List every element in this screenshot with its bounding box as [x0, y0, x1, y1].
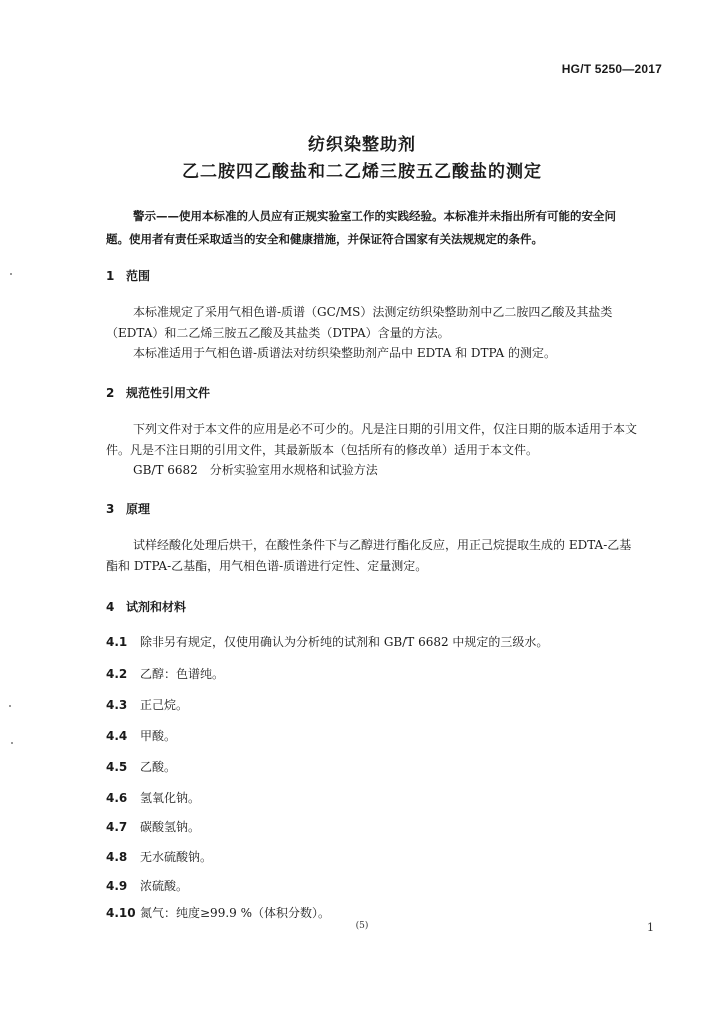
item-text: 氢氧化钠。: [140, 791, 201, 805]
item-text: 甲酸。: [140, 729, 177, 743]
item-text: 乙醇：色谱纯。: [140, 667, 225, 681]
item-text: 无水硫酸钠。: [140, 850, 213, 864]
section-title: 范围: [126, 269, 151, 283]
section-number: 2: [106, 386, 115, 400]
list-item: [106, 818, 200, 835]
item-number: 4.8: [106, 850, 128, 864]
scan-speck: [9, 705, 11, 707]
list-item: [106, 727, 176, 744]
item-number: 4.7: [106, 820, 128, 834]
section-1-heading: [106, 267, 150, 284]
item-number: 4.9: [106, 879, 128, 893]
list-item: [106, 696, 188, 713]
item-number: 4.10: [106, 906, 136, 920]
list-item: [106, 758, 176, 775]
section-number: 4: [106, 600, 115, 614]
item-number: 4.1: [106, 635, 128, 649]
item-text: 浓硫酸。: [140, 879, 189, 893]
section-3-heading: [106, 500, 150, 517]
section-number: 3: [106, 502, 115, 516]
section-title: 原理: [126, 502, 151, 516]
section-title: 试剂和材料: [126, 600, 187, 614]
document-title-line1: 纺织染整助剂: [308, 135, 416, 155]
section-2-reference: GB/T 6682 分析实验室用水规格和试验方法: [133, 463, 378, 477]
list-item: [106, 633, 548, 650]
item-text: 正己烷。: [140, 698, 189, 712]
list-item: [106, 904, 330, 921]
list-item: [106, 789, 200, 806]
item-number: 4.4: [106, 729, 128, 743]
item-number: 4.3: [106, 698, 128, 712]
section-1-line3: 本标准适用于气相色谱-质谱法对纺织染整助剂产品中 EDTA 和 DTPA 的测定。: [133, 346, 556, 360]
scan-speck: [10, 273, 12, 275]
item-text: 除非另有规定，仅使用确认为分析纯的试剂和 GB/T 6682 中规定的三级水。: [140, 635, 549, 649]
item-text: 碳酸氢钠。: [140, 820, 201, 834]
section-4-heading: [106, 598, 186, 615]
item-number: 4.5: [106, 760, 128, 774]
section-3-line2: 酯和 DTPA-乙基酯，用气相色谱-质谱进行定性、定量测定。: [106, 559, 428, 573]
footer-code: (5): [355, 921, 369, 931]
section-title: 规范性引用文件: [126, 386, 211, 400]
page-number: 1: [647, 921, 654, 934]
item-number: 4.6: [106, 791, 128, 805]
section-1-line1: 本标准规定了采用气相色谱-质谱（GC/MS）法测定纺织染整助剂中乙二胺四乙酸及其盐类: [133, 305, 613, 319]
section-2-line1: 下列文件对于本文件的应用是必不可少的。凡是注日期的引用文件，仅注日期的版本适用于本文: [133, 422, 638, 436]
section-2-heading: [106, 384, 210, 401]
standard-code: HG/T 5250—2017: [561, 62, 662, 76]
item-text: 乙酸。: [140, 760, 177, 774]
list-item: [106, 665, 224, 682]
list-item: [106, 877, 188, 894]
item-number: 4.2: [106, 667, 128, 681]
scan-speck: [11, 742, 13, 744]
section-number: 1: [106, 269, 115, 283]
item-text: 氮气：纯度≥99.9 %（体积分数）。: [140, 906, 330, 920]
list-item: [106, 848, 212, 865]
document-title-line2: 乙二胺四乙酸盐和二乙烯三胺五乙酸盐的测定: [182, 162, 542, 182]
section-3-line1: 试样经酸化处理后烘干，在酸性条件下与乙醇进行酯化反应，用正己烷提取生成的 EDTA-乙基: [133, 538, 632, 552]
section-1-line2: （EDTA）和二乙烯三胺五乙酸及其盐类（DTPA）含量的方法。: [106, 326, 450, 340]
section-2-line2: 件。凡是不注日期的引用文件，其最新版本（包括所有的修改单）适用于本文件。: [106, 443, 539, 457]
warning-line2: 题。使用者有责任采取适当的安全和健康措施，并保证符合国家有关法规规定的条件。: [106, 232, 543, 246]
warning-line1: 警示——使用本标准的人员应有正规实验室工作的实践经验。本标准并未指出所有可能的安全问: [133, 209, 616, 223]
